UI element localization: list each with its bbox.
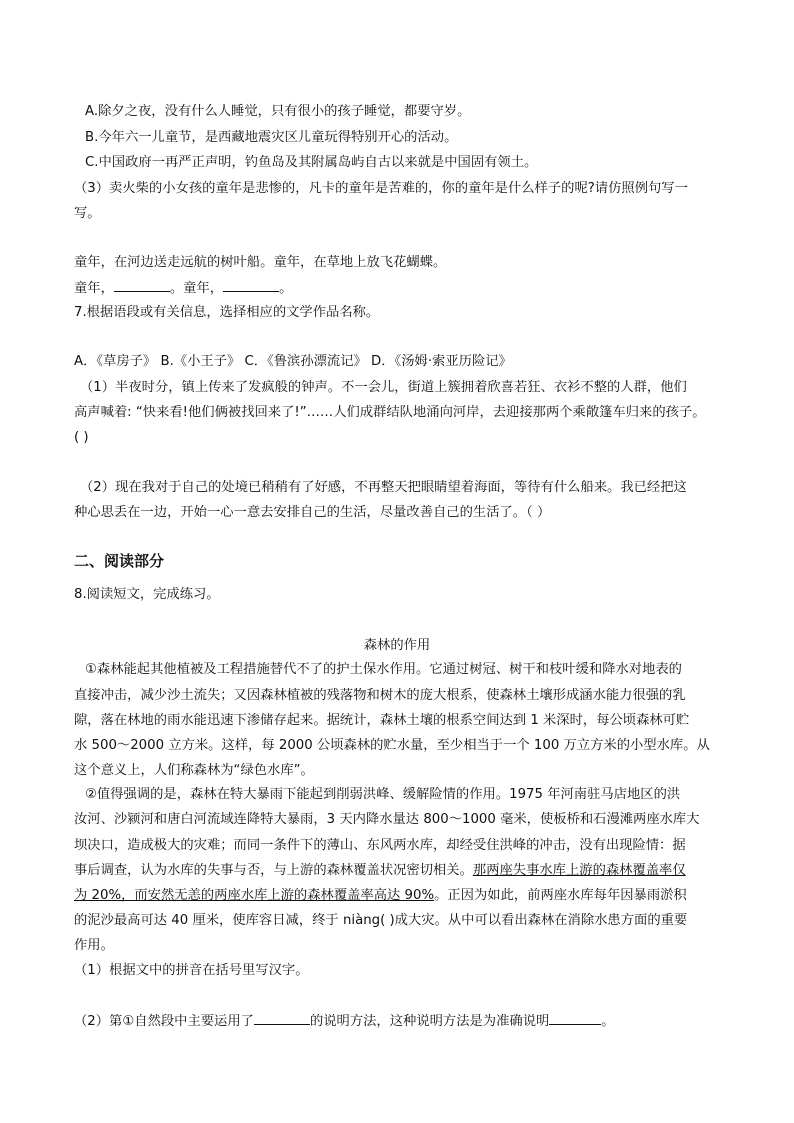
q8-sub1: （1）根据文中的拼音在括号里写汉字。 — [74, 963, 309, 978]
para1-line5: 这个意义上，人们称森林为“绿色水库”。 — [74, 763, 314, 778]
q6-fill-line — [74, 278, 724, 299]
para2-line3: 坝决口，造成极大的灾难；而同一条件下的薄山、东风两水库，却经受住洪峰的冲击，没有出现险情：据 — [74, 838, 686, 853]
para2-line5-text: 。正因为如此，前两座水库每年因暴雨淤积 — [434, 888, 687, 903]
para2-line2: 汝河、沙颍河和唐白河流域连降特大暴雨，3 天内降水量达 800～1000 毫米，使板桥和石漫滩两座水库大 — [74, 812, 700, 827]
q6-example: 童年，在河边送走远航的树叶船。童年，在草地上放飞花蝴蝶。 — [74, 255, 447, 270]
article-title: 森林的作用 — [363, 638, 431, 653]
q7-sub2-line2: 种心思丢在一边，开始一心一意去安排自己的生活，尽量改善自己的生活了。（ ） — [74, 505, 551, 520]
fill-prefix: 童年， — [74, 281, 114, 296]
para1-line2: 直接冲击，减少沙土流失；又因森林植被的残落物和树木的庞大根系，使森林土壤形成涵水能力很强的乳 — [74, 688, 686, 703]
q8-sub2-text-b: 的说明方法，这种说明方法是为准确说明 — [309, 1014, 550, 1029]
underlined-sentence-part1: 那两座失事水库上游的森林覆盖率仅 — [472, 863, 686, 878]
answer-blank-2[interactable] — [223, 278, 279, 292]
para2-line5 — [74, 886, 724, 906]
q7-stem: 7.根据语段或有关信息，选择相应的文学作品名称。 — [74, 305, 380, 320]
q6-option-c: C.中国政府一再严正声明，钓鱼岛及其附属岛屿自古以来就是中国固有领土。 — [85, 155, 538, 170]
section-heading: 二、阅读部分 — [74, 552, 165, 570]
para2-line4-text: 事后调查，认为水库的失事与否，与上游的森林覆盖状况密切相关。 — [74, 863, 473, 878]
para1-line1: ①森林能起其他植被及工程措施替代不了的护土保水作用。它通过树冠、树干和枝叶缓和降水对地表的 — [85, 662, 682, 677]
para1-line4: 水 500～2000 立方米。这样，每 2000 公顷森林的贮水量，至少相当于一个 100 万立方米的小型水库。从 — [74, 738, 710, 753]
para2-line1: ②值得强调的是，森林在特大暴雨下能起到削弱洪峰、缓解险情的作用。1975 年河南驻马店地区的洪 — [85, 787, 681, 802]
fill-middle: 。童年， — [169, 281, 224, 296]
q8-sub2-text-c: 。 — [601, 1014, 615, 1029]
q8-stem: 8.阅读短文，完成练习。 — [74, 587, 220, 602]
answer-blank-1[interactable] — [114, 278, 170, 292]
q7-sub2-line1: （2）现在我对于自己的处境已稍稍有了好感，不再整天把眼睛望着海面，等待有什么船来。我已经把这 — [80, 480, 687, 495]
fill-end: 。 — [279, 281, 293, 296]
underlined-sentence-part2: 为 20%，而安然无恙的两座水库上游的森林覆盖率高达 90% — [74, 888, 435, 903]
q6-sub3-line1: （3）卖火柴的小女孩的童年是悲惨的，凡卡的童年是苦难的，你的童年是什么样子的呢?请仿照例句写一 — [74, 181, 688, 196]
q8-sub2-text-a: （2）第①自然段中主要运用了 — [74, 1014, 254, 1029]
q6-sub3-line2: 写。 — [74, 206, 101, 221]
q8-sub2 — [74, 1011, 724, 1032]
q6-option-a: A.除夕之夜，没有什么人睡觉，只有很小的孩子睡觉，都要守岁。 — [85, 104, 471, 119]
answer-blank-4[interactable] — [549, 1011, 601, 1025]
para2-line6: 的泥沙最高可达 40 厘米，使库容日减，终于 niàng( )成大灾。从中可以看出森林在消除水患方面的重要 — [74, 913, 688, 928]
para1-line3: 隙，落在林地的雨水能迅速下渗储存起来。据统计，森林土壤的根系空间达到 1 米深时，每公顷森林可贮 — [74, 713, 690, 728]
q7-options: A．《草房子》 B.《小王子》 C．《鲁滨孙漂流记》 D．《汤姆·索亚历险记》 — [74, 354, 512, 369]
q6-option-b: B.今年六一儿童节，是西藏地震灾区儿童玩得特别开心的活动。 — [85, 130, 458, 145]
q7-sub1-line1: （1）半夜时分，镇上传来了发疯般的钟声。不一会儿，街道上簇拥着欣喜若狂、衣衫不整的人群，他们 — [80, 380, 687, 395]
para2-line4 — [74, 861, 724, 881]
q7-sub1-line2: 高声喊着: “快来看!他们俩被找回来了!”……人们成群结队地涌向河岸，去迎接那两个乘敞篷车归来的孩子。 — [74, 405, 706, 420]
answer-blank-3[interactable] — [254, 1011, 310, 1025]
q7-sub1-line3: ( ) — [74, 430, 89, 445]
para2-line7: 作用。 — [74, 938, 114, 953]
